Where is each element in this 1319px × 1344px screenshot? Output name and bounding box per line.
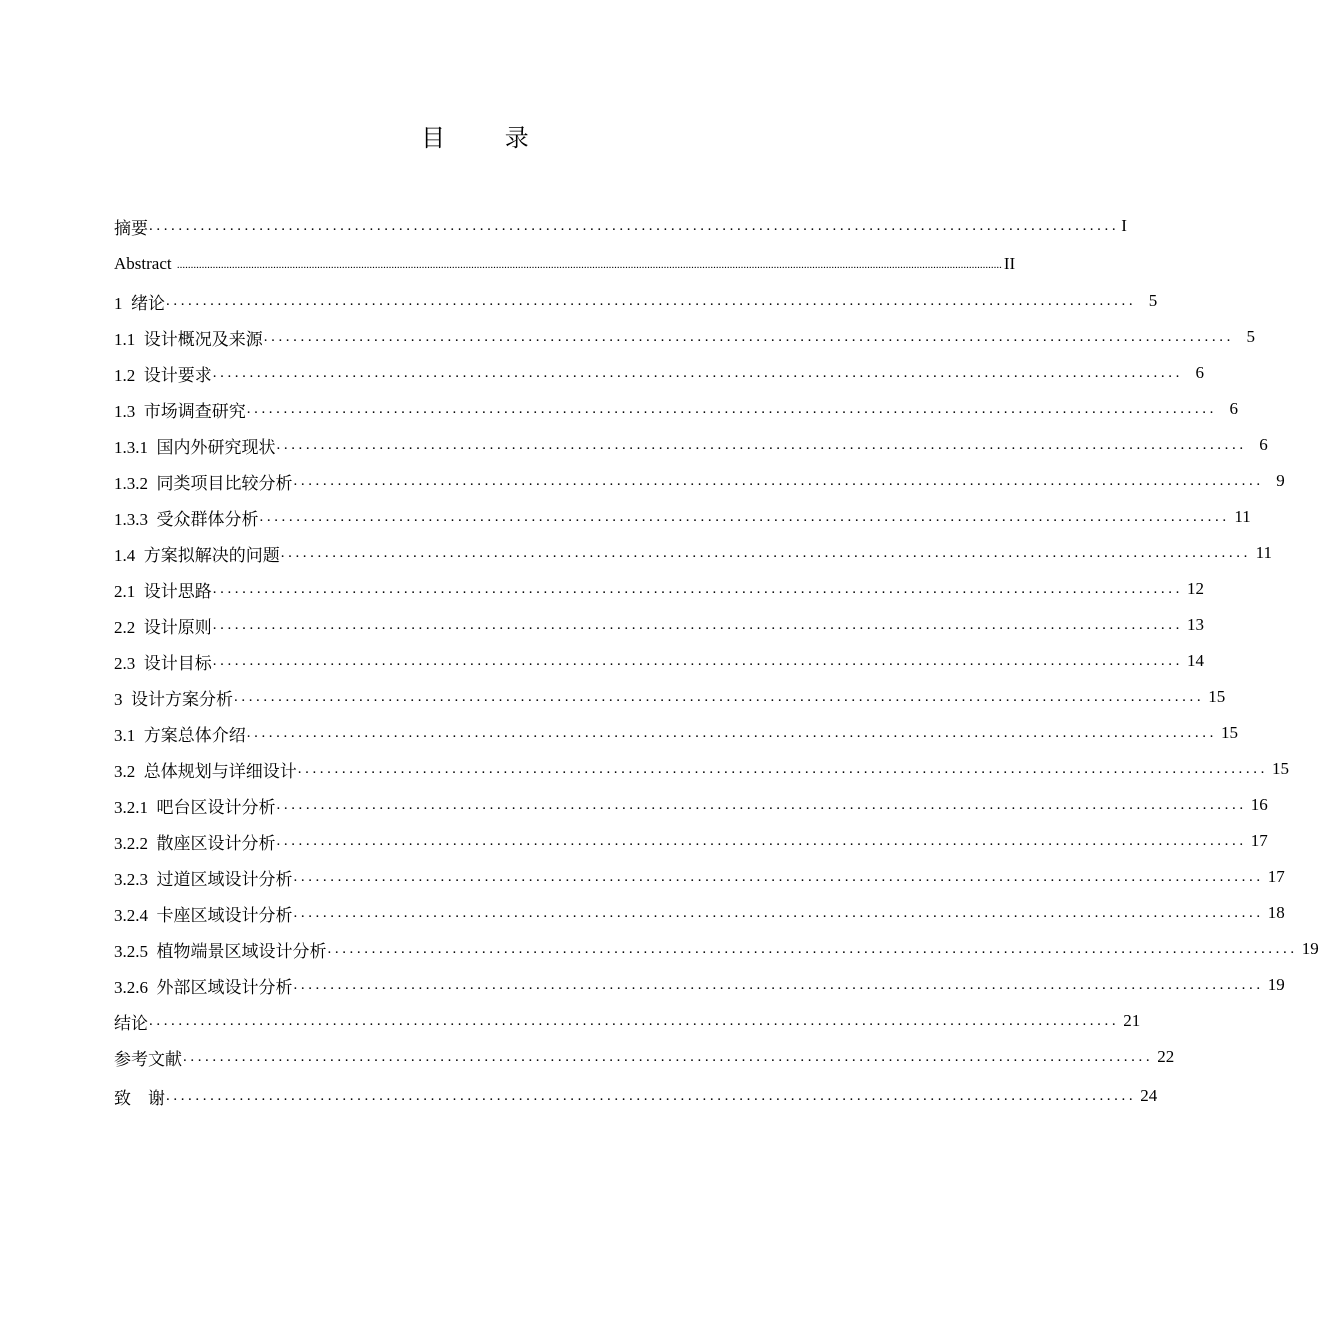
toc-entry-page: 18 — [1267, 903, 1285, 922]
dot-leader: .................................................................................................................................... — [212, 652, 1183, 669]
toc-entry-page: 15 — [1220, 723, 1238, 742]
dot-leader: .................................................................................................................................... — [183, 1048, 1154, 1065]
toc-entry-label: 3.2.1 吧台区设计分析 — [114, 797, 276, 817]
toc-entry[interactable] — [114, 931, 1319, 967]
toc-entry-label: 3.2.5 植物端景区域设计分析 — [114, 941, 327, 961]
toc-entry-page: 16 — [1250, 795, 1268, 814]
toc-entry-page: 17 — [1250, 831, 1268, 850]
dot-leader: .................................................................................................................................... — [293, 976, 1264, 993]
toc-entry-label: 1.3 市场调查研究 — [114, 401, 246, 421]
dot-leader: .................................................................................................................................... — [246, 724, 1217, 741]
dot-leader: .................................................................................................................................... — [149, 217, 1120, 234]
toc-entry-page: I — [1121, 216, 1127, 235]
toc-entry-label: 3.2.6 外部区域设计分析 — [114, 977, 293, 997]
toc-entry-label: 1.2 设计要求 — [114, 365, 212, 385]
table-of-contents — [114, 207, 1319, 1117]
toc-entry-page: 15 — [1208, 687, 1226, 706]
toc-entry[interactable] — [114, 1003, 1141, 1039]
toc-entry-label: 1.1 设计概况及来源 — [114, 329, 263, 349]
toc-entry-page: 22 — [1157, 1047, 1175, 1066]
toc-entry[interactable] — [114, 1075, 1158, 1117]
toc-entry[interactable] — [114, 499, 1251, 535]
dot-leader: .................................................................................................................................... — [166, 292, 1137, 309]
toc-entry-page: 9 — [1276, 471, 1285, 490]
dot-leader: .................................................................................................................................... — [293, 472, 1264, 489]
dot-leader: .................................................................................................................................... — [293, 904, 1264, 921]
dot-leader: .................................................................................................................................... — [259, 508, 1230, 525]
toc-entry-page: II — [1003, 254, 1016, 273]
dot-leader: .................................................................................................................................... — [212, 580, 1183, 597]
dot-leader: .................................................................................................................................... — [280, 544, 1251, 561]
toc-entry-label: 2.2 设计原则 — [114, 617, 212, 637]
page-title: 目 录 — [421, 124, 555, 152]
toc-entry-page: 11 — [1255, 543, 1272, 562]
toc-entry-label: 3.2 总体规划与详细设计 — [114, 761, 297, 781]
toc-entry-label: 参考文献 — [114, 1049, 182, 1069]
dot-leader: .................................................................................................................................... — [276, 796, 1247, 813]
toc-entry-page: 6 — [1195, 363, 1204, 382]
toc-entry-label: 3.2.3 过道区域设计分析 — [114, 869, 293, 889]
toc-entry-label: 摘要 — [114, 218, 148, 238]
toc-entry[interactable] — [114, 607, 1204, 643]
toc-entry-label: 结论 — [114, 1013, 148, 1033]
toc-entry-label: Abstract — [114, 254, 176, 273]
dot-leader: .................................................................................................................................... — [166, 1087, 1137, 1104]
toc-entry[interactable] — [114, 679, 1226, 715]
toc-entry-label: 1.3.1 国内外研究现状 — [114, 437, 276, 457]
toc-entry[interactable] — [114, 319, 1255, 355]
toc-entry-page: 14 — [1186, 651, 1204, 670]
dot-leader: .................................................................................................................................... — [263, 328, 1234, 345]
toc-entry[interactable] — [114, 207, 1127, 245]
toc-entry[interactable] — [114, 823, 1268, 859]
toc-entry[interactable] — [114, 751, 1289, 787]
toc-entry[interactable] — [114, 643, 1204, 679]
toc-entry-label: 1 绪论 — [114, 293, 165, 313]
toc-entry[interactable] — [114, 715, 1238, 751]
dot-leader: .................................................................................................................................... — [149, 1012, 1120, 1029]
toc-entry-label: 3 设计方案分析 — [114, 689, 233, 709]
dot-leader: .................................................................................................................................... — [234, 688, 1205, 705]
toc-entry-label: 2.3 设计目标 — [114, 653, 212, 673]
toc-entry[interactable] — [114, 1039, 1175, 1075]
toc-entry[interactable] — [114, 283, 1158, 319]
toc-entry-page: 19 — [1301, 939, 1319, 958]
dot-leader: .................................................................................................................................... — [276, 436, 1247, 453]
toc-entry-page: 11 — [1234, 507, 1251, 526]
toc-entry-label: 3.1 方案总体介绍 — [114, 725, 246, 745]
toc-entry[interactable] — [114, 571, 1204, 607]
dot-leader: ............................................................................................................................................................................................................................................................................................................ — [176, 258, 1002, 271]
toc-entry-page: 21 — [1123, 1011, 1141, 1030]
toc-entry-page: 6 — [1259, 435, 1268, 454]
toc-entry[interactable] — [114, 787, 1268, 823]
toc-entry-page: 15 — [1271, 759, 1289, 778]
toc-entry[interactable] — [114, 895, 1285, 931]
toc-entry-label: 2.1 设计思路 — [114, 581, 212, 601]
toc-entry-label: 1.4 方案拟解决的问题 — [114, 545, 280, 565]
dot-leader: .................................................................................................................................... — [246, 400, 1217, 417]
dot-leader: .................................................................................................................................... — [327, 940, 1298, 957]
toc-entry[interactable] — [114, 427, 1268, 463]
toc-entry-label: 1.3.2 同类项目比较分析 — [114, 473, 293, 493]
toc-entry[interactable] — [114, 967, 1285, 1003]
toc-entry-label: 3.2.2 散座区设计分析 — [114, 833, 276, 853]
toc-entry-page: 6 — [1229, 399, 1238, 418]
toc-entry-page: 17 — [1267, 867, 1285, 886]
toc-entry-page: 12 — [1186, 579, 1204, 598]
toc-entry-page: 5 — [1246, 327, 1255, 346]
toc-entry[interactable] — [114, 355, 1204, 391]
toc-entry[interactable] — [114, 463, 1285, 499]
toc-entry[interactable] — [114, 535, 1272, 571]
dot-leader: .................................................................................................................................... — [293, 868, 1264, 885]
dot-leader: .................................................................................................................................... — [276, 832, 1247, 849]
toc-entry[interactable] — [114, 859, 1285, 895]
toc-entry-page: 19 — [1267, 975, 1285, 994]
dot-leader: .................................................................................................................................... — [212, 616, 1183, 633]
toc-entry[interactable] — [114, 245, 1016, 283]
toc-entry-label: 1.3.3 受众群体分析 — [114, 509, 259, 529]
toc-entry-label: 致 谢 — [114, 1088, 165, 1108]
dot-leader: .................................................................................................................................... — [297, 760, 1268, 777]
toc-entry-label: 3.2.4 卡座区域设计分析 — [114, 905, 293, 925]
toc-entry-page: 13 — [1186, 615, 1204, 634]
toc-entry[interactable] — [114, 391, 1238, 427]
toc-entry-page: 24 — [1140, 1086, 1158, 1105]
toc-entry-page: 5 — [1148, 291, 1158, 310]
dot-leader: .................................................................................................................................... — [212, 364, 1183, 381]
